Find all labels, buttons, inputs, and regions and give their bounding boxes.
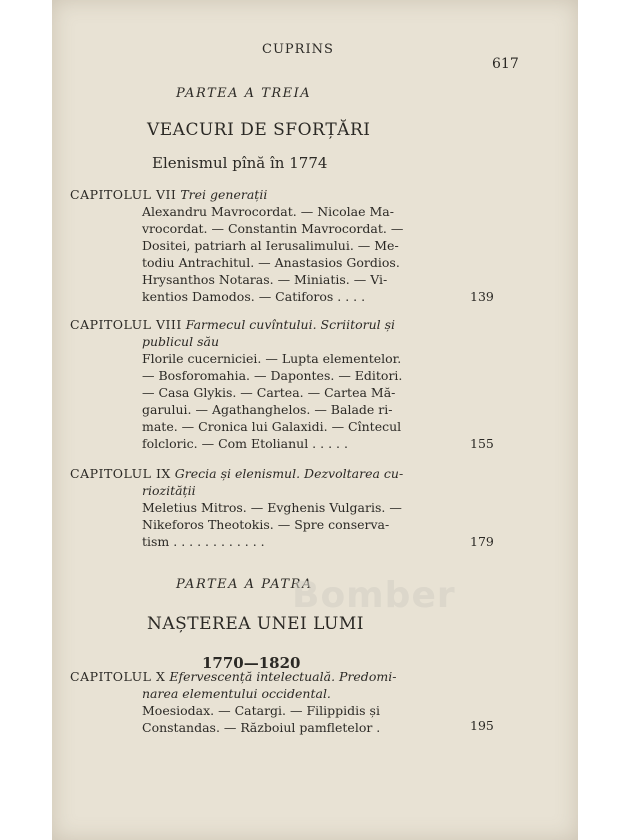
content-line: vrocordat. — Constantin Mavrocordat. — [142,221,404,236]
content-line: Constandas. — Războiul pamfletelor . [142,720,381,735]
chapter-title-continuation: narea elementului occidental. [142,686,331,701]
toc-entry-chapter-10 [70,668,494,736]
chapter-title: Farmecul cuvîntului. Scriitorul și [185,317,396,332]
part-four-label: PARTEA A PATRA [176,577,313,592]
part-three-label: PARTEA A TREIA [176,86,312,101]
chapter-page-number: 179 [470,534,494,549]
chapter-label: CAPITOLUL X [70,669,166,684]
content-line: Hrysanthos Notaras. — Miniatis. — Vi- [142,272,388,287]
content-line: Meletius Mitros. — Evghenis Vulgaris. — [142,500,402,515]
chapter-heading [70,316,490,333]
chapter-page-number: 155 [470,436,494,451]
chapter-label: CAPITOLUL VII [70,187,177,202]
chapter-heading [70,186,490,203]
running-header: CUPRINS [262,42,334,57]
content-line: Moesiodax. — Catargi. — Filippidis și [142,703,380,718]
chapter-title-continuation: publicul său [142,334,219,349]
part-four-subtitle: 1770—1820 [202,654,301,672]
toc-entry-chapter-8 [70,316,494,452]
content-line: kentios Damodos. — Catiforos . . . . [142,289,366,304]
content-line: mate. — Cronica lui Galaxidi. — Cîntecul [142,419,402,434]
chapter-contents [70,203,490,305]
content-line: folcloric. — Com Etolianul . . . . . [142,436,348,451]
content-line: — Bosforomahia. — Dapontes. — Editori. [142,368,403,383]
chapter-page-number: 139 [470,289,494,304]
content-line: todiu Antrachitul. — Anastasios Gordios. [142,255,400,270]
part-three-subtitle: Elenismul pînă în 1774 [152,154,328,172]
chapter-label: CAPITOLUL IX [70,466,171,481]
chapter-title: Trei generații [180,187,268,202]
chapter-heading [70,668,490,685]
chapter-heading [70,465,490,482]
content-line: — Casa Glykis. — Cartea. — Cartea Mă- [142,385,396,400]
page-number: 617 [492,56,519,72]
chapter-title: Grecia și elenismul. Dezvoltarea cu- [174,466,404,481]
content-line: tism . . . . . . . . . . . . [142,534,265,549]
toc-entry-chapter-9 [70,465,494,550]
book-page [52,0,578,840]
content-line: Alexandru Mavrocordat. — Nicolae Ma- [142,204,394,219]
chapter-title-continuation: riozității [142,483,196,498]
content-line: Dositei, patriarh al Ierusalimului. — Me- [142,238,399,253]
chapter-contents [70,350,490,452]
chapter-label: CAPITOLUL VIII [70,317,182,332]
chapter-contents [70,702,490,736]
chapter-title: Efervescență intelectuală. Predomi- [169,669,397,684]
chapter-page-number: 195 [470,718,494,733]
content-line: Nikeforos Theotokis. — Spre conserva- [142,517,390,532]
watermark: Bomber [292,575,456,616]
toc-entry-chapter-7 [70,186,494,305]
part-four-title: NAȘTEREA UNEI LUMI [147,614,364,634]
content-line: Florile cucerniciei. — Lupta elementelor. [142,351,402,366]
content-line: garului. — Agathanghelos. — Balade ri- [142,402,393,417]
part-three-title: VEACURI DE SFORȚĂRI [147,120,371,140]
chapter-contents [70,499,490,550]
